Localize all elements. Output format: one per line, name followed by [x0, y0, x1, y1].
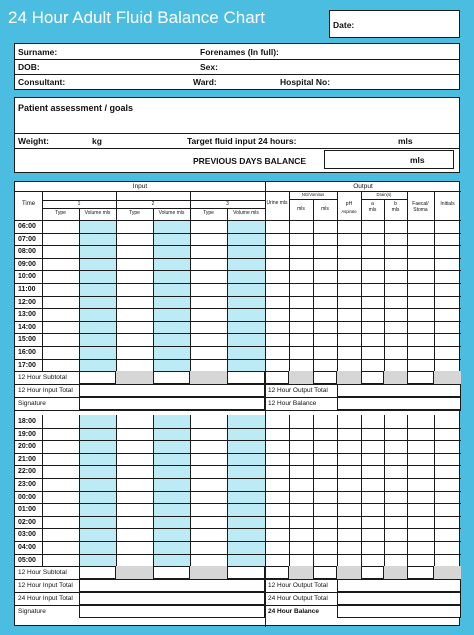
volume-header-2: Volume mls	[158, 210, 185, 216]
grid-line	[384, 199, 385, 220]
row-line	[15, 491, 461, 492]
drain-b-header: b	[394, 201, 397, 207]
time-cell: 17:00	[18, 361, 36, 369]
drain-b-mls-header: mls	[391, 207, 400, 213]
row-line	[15, 453, 461, 454]
fluid-table[interactable]	[14, 181, 460, 626]
subtotal-output-box[interactable]	[313, 566, 337, 579]
target-label: Target fluid input 24 hours:	[187, 136, 297, 146]
input-group-1: 1	[77, 201, 81, 207]
time-cell: 16:00	[18, 349, 36, 356]
grid-line	[434, 415, 435, 566]
divider	[15, 74, 459, 75]
divider	[15, 148, 459, 149]
weight-label: Weight:	[18, 136, 50, 146]
subtotal-output-box[interactable]	[361, 566, 384, 579]
time-cell: 07:00	[18, 235, 36, 243]
row-line	[15, 245, 461, 246]
row-line	[15, 308, 461, 309]
grid-line	[153, 208, 154, 220]
time-cell: 22:00	[18, 468, 36, 476]
dob-label: DOB:	[18, 62, 40, 72]
ng-mls2-header: mls	[321, 206, 329, 212]
subtotal-input-box[interactable]	[227, 566, 265, 579]
grid-line	[153, 415, 154, 566]
type-header-3: Type	[203, 210, 214, 216]
ph-header: pH	[345, 201, 353, 207]
date-label: Date:	[333, 20, 355, 30]
grid-line	[79, 415, 80, 566]
surname-label: Surname:	[18, 47, 58, 57]
subtotal-output-box[interactable]	[407, 371, 434, 384]
output-total-12b-field[interactable]	[337, 579, 461, 592]
signature-label: Signature	[18, 400, 46, 408]
aspirate-header: Aspirate	[341, 209, 357, 214]
kg-unit: kg	[92, 136, 102, 146]
grid-line	[265, 182, 266, 627]
time-cell: 20:00	[18, 443, 36, 451]
date-box[interactable]	[329, 10, 460, 38]
grid-line	[337, 415, 338, 566]
output-total-12-field[interactable]	[337, 384, 461, 397]
grid-line	[407, 191, 408, 220]
patient-details-box[interactable]	[14, 43, 460, 90]
grid-line	[227, 415, 228, 566]
time-cell: 01:00	[18, 506, 36, 514]
time-cell: 13:00	[18, 311, 36, 319]
grid-line	[227, 208, 228, 220]
grid-line	[116, 220, 117, 371]
output-total-12b-label: 12 Hour Output Total	[268, 582, 328, 590]
initials-header: Initials	[440, 201, 455, 207]
row-line	[15, 465, 461, 466]
page-title: 24 Hour Adult Fluid Balance Chart	[8, 8, 266, 27]
type-header-2: Type	[129, 210, 140, 216]
row-line	[15, 283, 461, 284]
time-cell: 10:00	[18, 273, 36, 281]
time-cell: 12:00	[18, 298, 36, 306]
row-line	[15, 321, 461, 322]
grid-line	[42, 415, 43, 566]
time-cell: 02:00	[18, 518, 36, 526]
subtotal-input-box[interactable]	[227, 371, 265, 384]
consultant-label: Consultant:	[18, 77, 66, 87]
grid-line	[289, 415, 290, 566]
time-header: Time	[21, 201, 36, 207]
grid-line	[190, 220, 191, 371]
subtotal-label: 12 Hour Subtotal	[18, 374, 67, 382]
sex-label: Sex:	[200, 62, 218, 72]
grid-line	[313, 199, 314, 220]
row-line	[15, 359, 461, 360]
time-cell: 18:00	[18, 418, 36, 425]
row-line	[15, 333, 461, 334]
input-total-24-field[interactable]	[79, 592, 265, 605]
time-cell: 05:00	[18, 556, 36, 564]
grid-line	[289, 220, 290, 371]
row-line	[15, 478, 461, 479]
row-line	[15, 516, 461, 517]
grid-line	[15, 410, 461, 411]
ng-mls-header: mls	[297, 206, 305, 212]
time-cell: 04:00	[18, 544, 36, 551]
time-cell: 23:00	[18, 481, 36, 488]
input-total-12-field[interactable]	[79, 384, 265, 397]
row-line	[15, 233, 461, 234]
divider	[15, 59, 459, 60]
subtotal-input-box[interactable]	[79, 371, 116, 384]
signature-field[interactable]	[79, 397, 265, 410]
output-total-24-label: 24 Hour Output Total	[268, 595, 328, 603]
grid-line	[361, 220, 362, 371]
ng-vomitus-header: NG/Vomitus	[301, 192, 325, 197]
time-cell: 06:00	[18, 223, 36, 230]
drain-a-mls-header: mls	[368, 207, 377, 213]
grid-line	[116, 415, 117, 566]
input-heading: Input	[132, 183, 148, 190]
target-mls-unit: mls	[398, 136, 413, 146]
output-total-12-label: 12 Hour Output Total	[268, 387, 328, 395]
output-heading: Output	[353, 183, 373, 190]
subtotal-input-box[interactable]	[79, 566, 116, 579]
row-line	[15, 270, 461, 271]
subtotal-input-box[interactable]	[153, 371, 190, 384]
ward-label: Ward:	[193, 77, 217, 87]
row-line	[15, 554, 461, 555]
drains-header: Drain(s)	[376, 192, 392, 197]
grid-line	[15, 191, 461, 192]
balance-24-field[interactable]	[337, 605, 461, 618]
subtotal-output-box[interactable]	[407, 566, 434, 579]
grid-line	[190, 191, 191, 220]
grid-line	[79, 208, 80, 220]
hospital-no-label: Hospital No:	[280, 77, 331, 87]
grid-line	[384, 415, 385, 566]
input-total-12-label: 12 Hour Input Total	[18, 387, 73, 395]
signature-2-field[interactable]	[79, 605, 265, 618]
time-cell: 00:00	[18, 493, 36, 501]
volume-header-3: Volume mls	[233, 210, 259, 216]
subtotal-output-box[interactable]	[361, 371, 384, 384]
grid-line	[361, 191, 362, 220]
time-cell: 15:00	[18, 336, 36, 344]
grid-line	[227, 220, 228, 371]
input-total-24-label: 24 Hour Input Total	[18, 595, 73, 603]
grid-line	[153, 220, 154, 371]
output-total-24-field[interactable]	[337, 592, 461, 605]
urine-header: Urine mls	[266, 200, 288, 206]
grid-line	[337, 220, 338, 371]
grid-line	[407, 220, 408, 371]
volume-header-1: Volume mls	[84, 210, 111, 216]
subtotal-output-box[interactable]	[313, 371, 337, 384]
row-line	[15, 503, 461, 504]
input-total-12b-label: 12 Hour Input Total	[18, 582, 73, 590]
grid-line	[190, 415, 191, 566]
row-line	[15, 440, 461, 441]
time-cell: 21:00	[18, 455, 36, 463]
grid-line	[434, 220, 435, 371]
time-cell: 08:00	[18, 248, 36, 256]
grid-line	[42, 191, 43, 220]
grid-line	[42, 200, 265, 201]
grid-line	[289, 191, 290, 220]
balance-12-label: 12 Hour Balance	[268, 400, 317, 408]
previous-balance-field[interactable]	[324, 150, 454, 169]
row-line	[15, 528, 461, 529]
time-cell: 14:00	[18, 323, 36, 331]
balance-24-label: 24 Hour Balance	[268, 608, 319, 616]
grid-line	[313, 415, 314, 566]
row-line	[15, 541, 461, 542]
type-header-1: Type	[55, 210, 66, 216]
input-group-2: 2	[151, 201, 155, 207]
row-line	[15, 258, 461, 259]
grid-line	[384, 220, 385, 371]
time-cell: 11:00	[18, 286, 36, 293]
time-cell: 09:00	[18, 260, 36, 268]
subtotal-output-box[interactable]	[265, 566, 289, 579]
grid-line	[337, 191, 338, 220]
grid-line	[434, 191, 435, 220]
subtotal-input-box[interactable]	[153, 566, 190, 579]
previous-balance-label: PREVIOUS DAYS BALANCE	[193, 156, 307, 166]
input-total-12b-field[interactable]	[79, 579, 265, 592]
previous-balance-mls-unit: mls	[410, 155, 425, 165]
forenames-label: Forenames (In full):	[200, 47, 279, 57]
row-line	[15, 428, 461, 429]
grid-line	[116, 191, 117, 220]
subtotal-label: 12 Hour Subtotal	[18, 569, 67, 577]
signature-2-label: Signature	[18, 608, 46, 616]
faecal-stoma-header: Faecal/ Stoma	[412, 201, 429, 213]
row-line	[15, 296, 461, 297]
time-cell: 19:00	[18, 430, 36, 438]
input-group-3: 3	[226, 201, 229, 207]
grid-line	[42, 220, 43, 371]
assessment-heading: Patient assessment / goals	[18, 103, 134, 113]
subtotal-output-box[interactable]	[265, 371, 289, 384]
time-cell: 03:00	[18, 531, 36, 539]
divider	[15, 133, 459, 134]
assessment-box[interactable]	[14, 97, 460, 173]
grid-line	[15, 220, 461, 221]
grid-line	[313, 220, 314, 371]
grid-line	[79, 220, 80, 371]
grid-line	[407, 415, 408, 566]
grid-line	[361, 415, 362, 566]
balance-12-field[interactable]	[337, 397, 461, 410]
row-line	[15, 346, 461, 347]
drain-a-header: a	[371, 201, 374, 207]
